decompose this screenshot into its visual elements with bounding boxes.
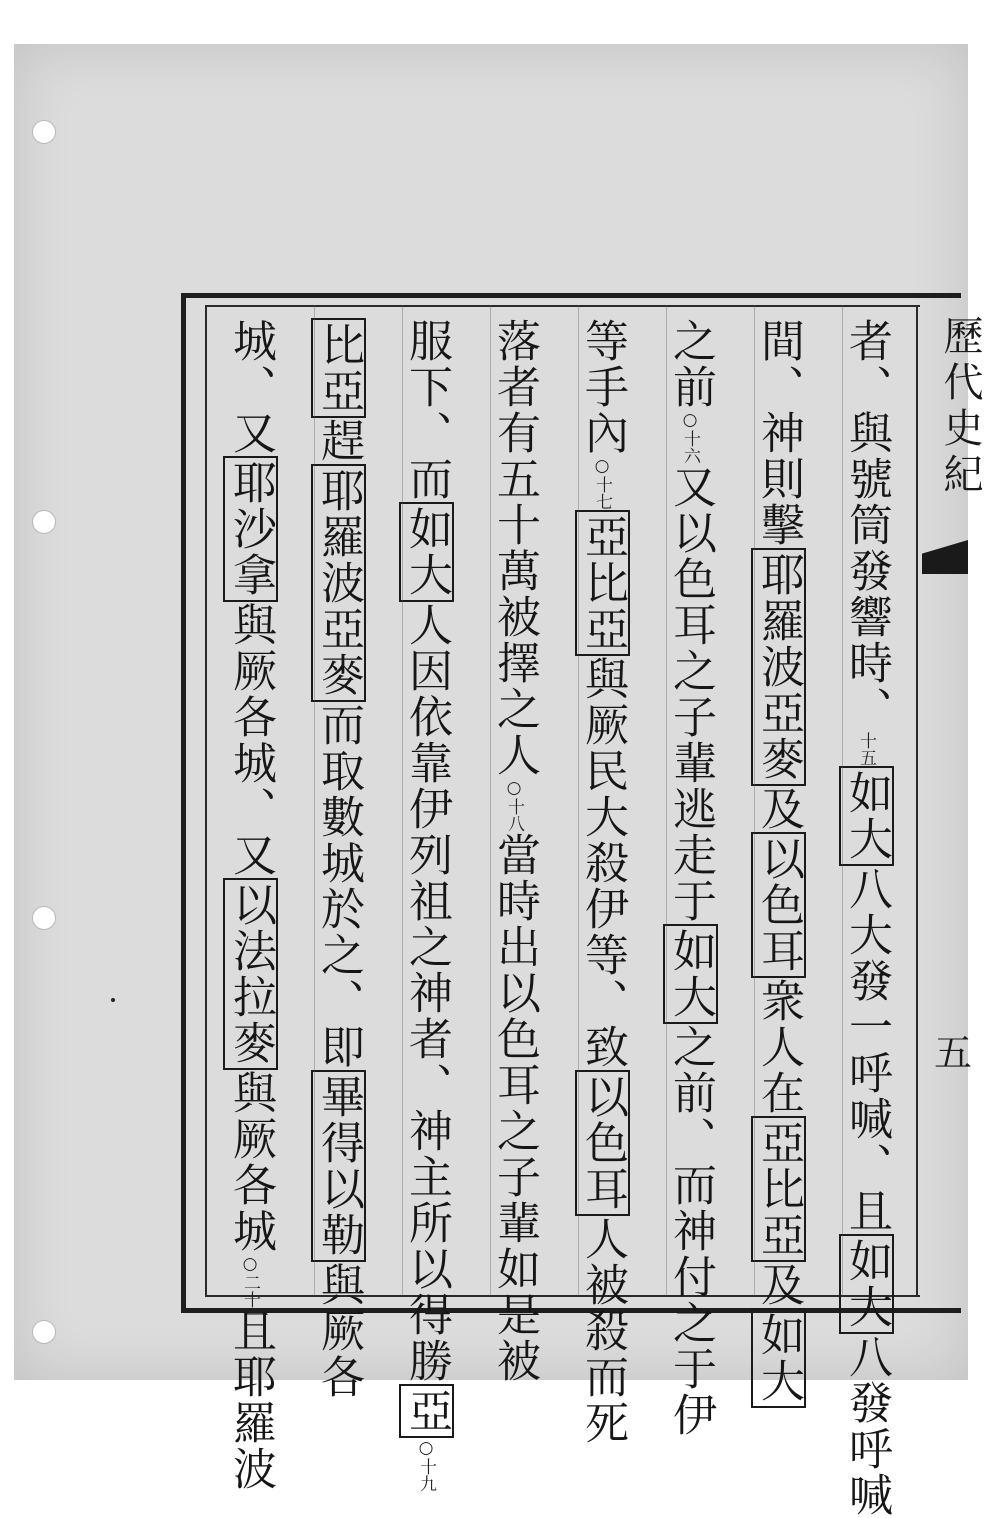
text-column xyxy=(401,318,452,1492)
proper-name-boxed: 如大 xyxy=(399,502,454,602)
text-segment: 城、又 xyxy=(225,318,276,456)
proper-name-boxed: 以色耳 xyxy=(751,832,806,978)
text-segment: 衆人在 xyxy=(753,978,804,1116)
proper-name-boxed: 亞 xyxy=(399,1384,454,1438)
text-column xyxy=(665,318,716,1438)
proper-name-boxed: 比亞 xyxy=(311,318,366,418)
text-segment: 人被殺而死 xyxy=(577,1216,628,1446)
column-rule xyxy=(490,305,491,1297)
verse-number: ○十六 xyxy=(680,410,700,464)
column-rule xyxy=(666,305,667,1297)
column-rule xyxy=(754,305,755,1297)
text-segment: 者、與號筒發響時、 xyxy=(841,318,892,732)
text-segment: 之前 xyxy=(665,318,716,410)
verse-number: ○十八 xyxy=(504,778,524,832)
text-segment: 八大發一呼喊、且 xyxy=(841,866,892,1234)
text-segment: 又以色耳之子輩逃走于 xyxy=(665,464,716,924)
proper-name-boxed: 以法拉麥 xyxy=(223,878,278,1070)
text-segment: 八發呼喊 xyxy=(841,1334,892,1518)
text-column xyxy=(225,318,276,1492)
text-column xyxy=(841,318,892,1518)
verse-number: ○十九 xyxy=(416,1438,436,1492)
text-segment: 服下、而 xyxy=(401,318,452,502)
proper-name-boxed: 以色耳 xyxy=(575,1070,630,1216)
column-rule xyxy=(578,305,579,1297)
text-segment: 間、神則擊 xyxy=(753,318,804,548)
text-column xyxy=(753,318,804,1408)
column-rule xyxy=(842,305,843,1297)
proper-name-boxed: 亞比亞 xyxy=(575,510,630,656)
text-segment: 與厥各城 xyxy=(225,1070,276,1254)
proper-name-boxed: 耶羅波亞麥 xyxy=(311,464,366,702)
text-segment: 等手內 xyxy=(577,318,628,456)
proper-name-boxed: 如大 xyxy=(663,924,718,1024)
ink-speck xyxy=(111,998,115,1002)
text-segment: 而取數城於之、即 xyxy=(313,702,364,1070)
text-segment: 與厥各 xyxy=(313,1262,364,1400)
text-segment: 且耶羅波 xyxy=(225,1308,276,1492)
text-column xyxy=(313,318,364,1400)
proper-name-boxed: 如大 xyxy=(839,1234,894,1334)
proper-name-boxed: 畢得以勒 xyxy=(311,1070,366,1262)
proper-name-boxed: 如大 xyxy=(751,1308,806,1408)
punch-hole xyxy=(32,906,56,930)
column-rule xyxy=(402,305,403,1297)
running-title: 歷代史紀 xyxy=(937,315,983,499)
text-segment: 與厥民大殺伊等、致 xyxy=(577,656,628,1070)
folio-number: 五 xyxy=(934,1031,973,1075)
proper-name-boxed: 亞比亞 xyxy=(751,1116,806,1262)
column-rule xyxy=(314,305,315,1297)
punch-hole xyxy=(32,510,56,534)
verse-number: 十五 xyxy=(856,732,876,766)
text-segment: 之前、而神付之于伊 xyxy=(665,1024,716,1438)
text-segment: 落者有五十萬被擇之人 xyxy=(489,318,540,778)
proper-name-boxed: 耶沙拿 xyxy=(223,456,278,602)
text-column xyxy=(577,318,628,1446)
proper-name-boxed: 如大 xyxy=(839,766,894,866)
text-segment: 及 xyxy=(753,786,804,832)
verse-number: ○十七 xyxy=(592,456,612,510)
punch-hole xyxy=(32,120,56,144)
text-segment: 及 xyxy=(753,1262,804,1308)
text-segment: 趕 xyxy=(313,418,364,464)
punch-hole xyxy=(32,1320,56,1344)
margin-rule xyxy=(916,305,918,1297)
text-segment: 當時出以色耳之子輩如是被 xyxy=(489,832,540,1384)
text-column xyxy=(489,318,540,1384)
text-segment: 人因依靠伊列祖之神者、神主所以得勝 xyxy=(401,602,452,1384)
text-segment: 與厥各城、又 xyxy=(225,602,276,878)
verse-number: ○二十 xyxy=(240,1254,260,1308)
proper-name-boxed: 耶羅波亞麥 xyxy=(751,548,806,786)
